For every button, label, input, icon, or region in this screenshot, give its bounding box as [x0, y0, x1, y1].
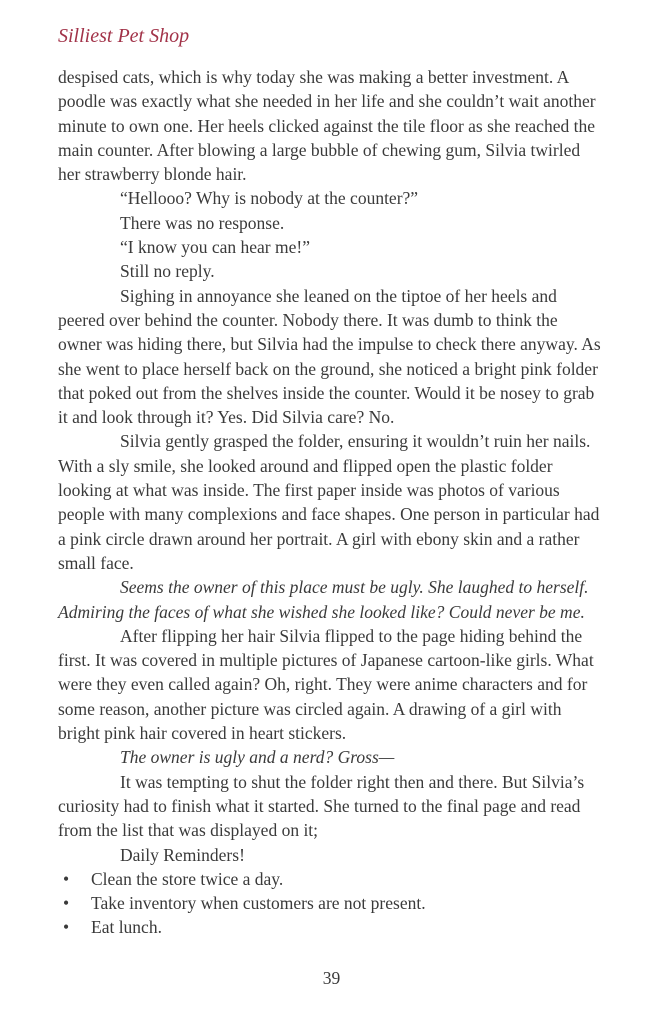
paragraph: The owner is ugly and a nerd? Gross— — [120, 747, 395, 768]
running-header: Silliest Pet Shop — [58, 25, 190, 47]
paragraph: After flipping her hair Silvia flipped to the page hiding behind the first. It was covered in multiple pictures of Japanese cartoon-like girls. What were they even called again? Oh, right. They were anime characters and for some reason, another picture was circled again. A drawing of a girl with bright pink hair covered in heart stickers. — [58, 625, 594, 744]
page-number: 39 — [322, 968, 341, 988]
paragraph: despised cats, which is why today she was making a better investment. A poodle was exactly what she needed in her life and she couldn’t wait another minute to own one. Her heels clicked against the tile floor as she reached the main counter. After blowing a large bubble of chewing gum, Silvia twirled her strawberry blonde hair. — [58, 67, 596, 185]
reminder-list — [58, 867, 605, 940]
paragraph: Daily Reminders! — [120, 844, 245, 865]
paragraph: “I know you can hear me!” — [120, 237, 310, 258]
paragraph: “Hellooo? Why is nobody at the counter?” — [120, 188, 419, 209]
list-item: • Clean the store twice a day. — [58, 867, 605, 891]
paragraph: Silvia gently grasped the folder, ensuring it wouldn’t ruin her nails. With a sly smile, she looked around and flipped open the plastic folder looking at what was inside. The first paper inside was photos of various people with many complexions and face shapes. One person in particular had a pink circle drawn around her portrait. A girl with ebony skin and a rather small face. — [58, 431, 600, 573]
paragraph: It was tempting to shut the folder right then and there. But Silvia’s curiosity had to finish what it started. She turned to the final page and read from the list that was displayed on it; — [58, 771, 585, 841]
body-text — [58, 65, 605, 867]
list-item: • Eat lunch. — [58, 915, 605, 939]
paragraph: There was no response. — [120, 212, 285, 233]
paragraph: Still no reply. — [120, 261, 215, 282]
list-item: • Take inventory when customers are not present. — [58, 891, 605, 915]
paragraph: Sighing in annoyance she leaned on the tiptoe of her heels and peered over behind the counter. Nobody there. It was dumb to think the owner was hiding there, but Silvia had the impulse to check there anyway. As she went to place herself back on the ground, she noticed a bright pink folder that poked out from the shelves inside the counter. Would it be nosey to grab it and look through it? Yes. Did Silvia care? No. — [58, 285, 601, 428]
paragraph: Seems the owner of this place must be ugly. She laughed to herself. Admiring the faces of what she wished she looked like? Could never be me. — [58, 577, 589, 622]
